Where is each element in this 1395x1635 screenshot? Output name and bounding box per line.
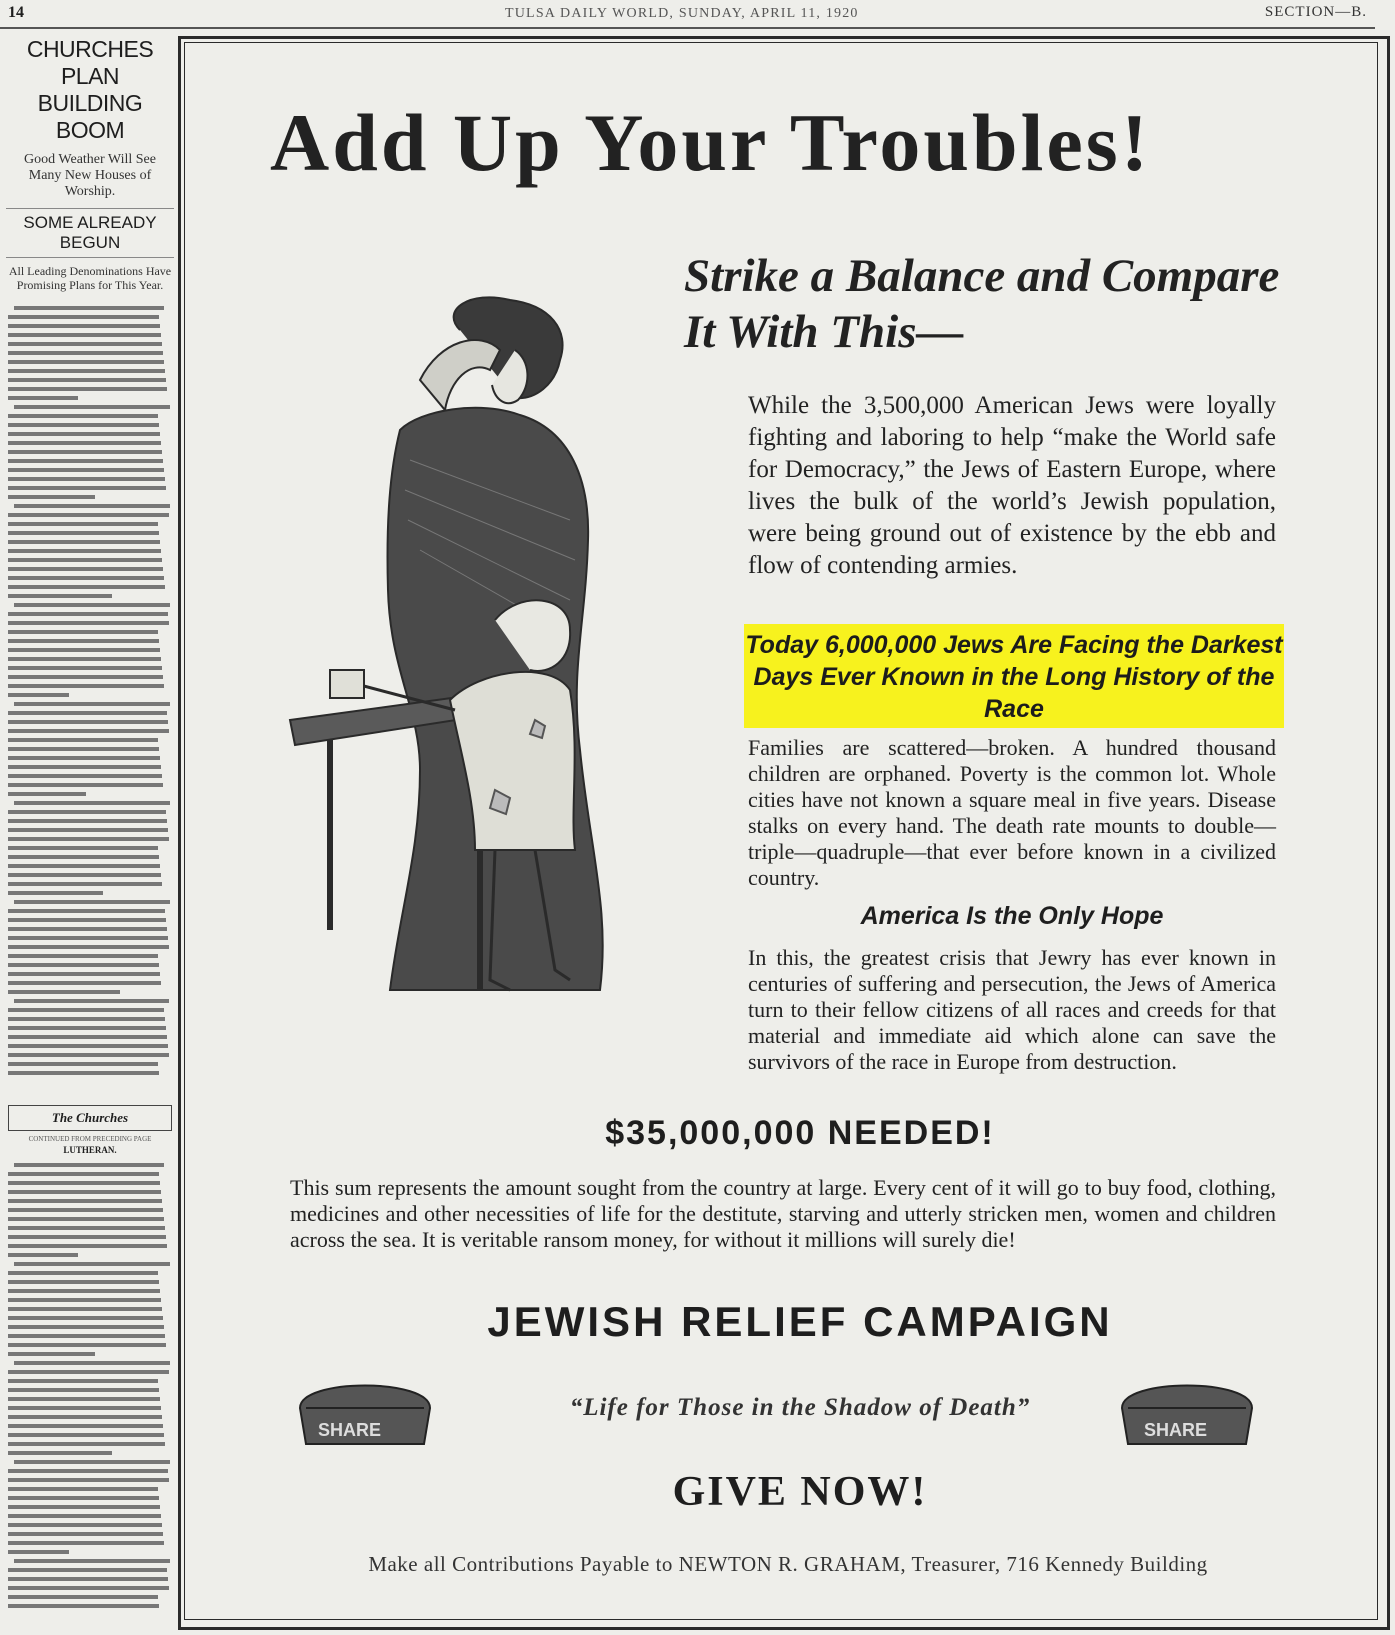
text-line: [14, 1460, 170, 1464]
column-deck: Good Weather Will See Many New Houses of Worship.: [24, 152, 156, 199]
text-line: [8, 1208, 163, 1212]
text-line: [8, 387, 167, 391]
text-line: [8, 1541, 164, 1545]
text-line: [8, 639, 159, 643]
text-line: [8, 1235, 166, 1239]
text-line: [8, 1017, 165, 1021]
text-line: [8, 630, 158, 634]
text-line: [8, 1062, 158, 1066]
text-line: [8, 1397, 160, 1401]
text-line: [14, 702, 170, 706]
text-line: [8, 1442, 165, 1446]
text-line: [8, 423, 159, 427]
churches-box-title: The Churches: [8, 1105, 172, 1131]
text-line: [8, 846, 158, 850]
text-line: [8, 1280, 159, 1284]
text-line: [8, 1604, 159, 1608]
text-line: [8, 1226, 165, 1230]
text-line: [8, 873, 161, 877]
text-line: [8, 981, 161, 985]
illegible-listing-lines: [6, 1159, 170, 1619]
text-line: [8, 729, 169, 733]
text-line: [8, 567, 163, 571]
text-line: [8, 486, 166, 490]
text-line: [8, 666, 162, 670]
masthead-rule: [0, 27, 1375, 29]
text-line: [8, 945, 169, 949]
text-line: [8, 792, 86, 796]
text-line: [8, 1181, 160, 1185]
lutheran-heading: LUTHERAN.: [63, 1145, 117, 1155]
text-line: [8, 1035, 167, 1039]
text-line: [8, 648, 160, 652]
bread-label-right: SHARE: [1144, 1420, 1208, 1440]
text-line: [8, 621, 169, 625]
text-line: [8, 1577, 168, 1581]
text-line: [8, 1253, 78, 1257]
text-line: [8, 1044, 168, 1048]
campaign-name: JEWISH RELIEF CAMPAIGN: [487, 1298, 1113, 1345]
text-line: [8, 1244, 167, 1248]
text-line: [8, 684, 164, 688]
text-line: [8, 1478, 169, 1482]
text-line: [14, 900, 170, 904]
text-line: [8, 1406, 161, 1410]
text-line: [8, 927, 167, 931]
text-line: [8, 540, 160, 544]
text-line: [8, 1325, 164, 1329]
text-line: [14, 1361, 170, 1365]
text-line: [8, 351, 163, 355]
text-line: [8, 1199, 162, 1203]
text-line: [8, 855, 159, 859]
text-line: [8, 936, 168, 940]
column-body-text: [6, 302, 174, 1095]
text-line: [8, 747, 159, 751]
left-news-column: [6, 32, 174, 1632]
section-label: SECTION—B.: [1264, 4, 1367, 20]
text-line: [8, 477, 165, 481]
text-line: [8, 1523, 162, 1527]
text-line: [8, 1271, 158, 1275]
continued-note: CONTINUED FROM PRECEDING PAGE: [28, 1135, 152, 1143]
text-line: [8, 1307, 162, 1311]
dateline: TULSA DAILY WORLD, SUNDAY, APRIL 11, 1920: [505, 6, 859, 21]
text-line: [14, 306, 164, 310]
text-line: [8, 1008, 164, 1012]
text-line: [8, 549, 161, 553]
illegible-body-text-lines: [6, 302, 170, 1092]
text-line: [8, 1568, 167, 1572]
text-line: [8, 819, 167, 823]
text-line: [8, 1451, 112, 1455]
text-line: [8, 531, 159, 535]
text-line: [8, 1532, 163, 1536]
highlighted-statement: Today 6,000,000 Jews Are Facing the Darkest Days Ever Known in the Long History of the Race: [745, 631, 1283, 723]
text-line: [8, 828, 168, 832]
text-line: [8, 1550, 69, 1554]
text-line: [8, 1469, 168, 1473]
text-line: [8, 756, 160, 760]
text-line: [8, 1415, 162, 1419]
text-line: [8, 765, 161, 769]
text-line: [8, 918, 166, 922]
america-hope-heading: America Is the Only Hope: [860, 902, 1164, 930]
text-line: [8, 360, 164, 364]
text-line: [8, 1071, 159, 1075]
page-number: 14: [8, 4, 24, 21]
ad-paragraph-4: This sum represents the amount sought from the country at large. Every cent of it will go to buy food, clothing, medicines and other necessities of life for the destitute, starving and utterly stricken men, women and children across the sea. It is veritable ransom money, for without it millions will surely die!: [290, 1175, 1276, 1252]
text-line: [8, 441, 161, 445]
text-line: [8, 837, 169, 841]
text-line: [8, 432, 160, 436]
text-line: [14, 1163, 164, 1167]
text-line: [14, 405, 170, 409]
text-line: [8, 342, 162, 346]
text-line: [14, 999, 169, 1003]
text-line: [8, 1514, 161, 1518]
text-line: [8, 612, 168, 616]
text-line: [14, 801, 170, 805]
text-line: [8, 720, 168, 724]
text-line: [8, 1388, 159, 1392]
text-line: [8, 1190, 161, 1194]
text-line: [8, 1298, 161, 1302]
ad-paragraph-2: Families are scattered—broken. A hundred thousand children are orphaned. Poverty is the common lot. Whole cities have not known a square meal in five years. Disease stalks on every hand. The death rate mounts to double—triple—quadruple—that ever before known in a civilized country.: [748, 735, 1276, 890]
text-line: [8, 459, 163, 463]
masthead: [0, 0, 1395, 28]
column-headline: CHURCHES PLAN BUILDING BOOM: [26, 36, 154, 143]
text-line: [8, 1487, 158, 1491]
text-line: [8, 585, 165, 589]
text-line: [8, 369, 165, 373]
text-line: [8, 864, 160, 868]
text-line: [8, 576, 164, 580]
text-line: [8, 522, 158, 526]
give-now-heading: GIVE NOW!: [672, 1469, 928, 1515]
text-line: [8, 783, 163, 787]
text-line: [14, 1559, 170, 1563]
text-line: [8, 333, 161, 337]
text-line: [8, 1595, 158, 1599]
text-line: [8, 1289, 160, 1293]
text-line: [8, 963, 159, 967]
text-line: [14, 603, 170, 607]
text-line: [8, 1424, 163, 1428]
ad-headline: Add Up Your Troubles!: [270, 97, 1151, 188]
text-line: [8, 1586, 169, 1590]
text-line: [8, 324, 160, 328]
text-line: [14, 1262, 170, 1266]
church-listings: [6, 1159, 174, 1622]
text-line: [8, 810, 166, 814]
bread-label-left: SHARE: [318, 1420, 382, 1440]
text-line: [8, 1370, 169, 1374]
text-line: [8, 1316, 163, 1320]
text-line: [8, 693, 69, 697]
text-line: [8, 738, 158, 742]
text-line: [8, 1496, 159, 1500]
text-line: [8, 675, 163, 679]
text-line: [8, 954, 158, 958]
ad-paragraph-1: While the 3,500,000 American Jews were loyally fighting and laboring to help “make the World safe for Democracy,” the Jews of Eastern Europe, where lives the bulk of the world’s Jewish population, were being ground out of existence by the ebb and flow of contending armies.: [748, 392, 1276, 579]
text-line: [8, 657, 161, 661]
text-line: [8, 1217, 164, 1221]
text-line: [8, 1026, 166, 1030]
text-line: [8, 882, 162, 886]
needed-amount-heading: $35,000,000 NEEDED!: [605, 1114, 995, 1152]
text-line: [8, 396, 78, 400]
text-line: [8, 909, 165, 913]
text-line: [8, 1053, 169, 1057]
text-line: [8, 315, 159, 319]
text-line: [8, 414, 158, 418]
text-line: [8, 468, 164, 472]
text-line: [8, 972, 160, 976]
text-line: [8, 1433, 164, 1437]
campaign-slogan: “Life for Those in the Shadow of Death”: [569, 1394, 1031, 1421]
text-line: [8, 558, 162, 562]
ad-subhead: Strike a Balance and Compare It With This—: [684, 250, 1280, 358]
text-line: [8, 378, 166, 382]
text-line: [8, 1172, 159, 1176]
text-line: [8, 990, 120, 994]
text-line: [8, 1334, 165, 1338]
contribution-footer: Make all Contributions Payable to NEWTON R. GRAHAM, Treasurer, 716 Kennedy Building: [368, 1552, 1208, 1576]
text-line: [8, 594, 112, 598]
column-deck-secondary: All Leading Denominations Have Promising Plans for This Year.: [8, 264, 172, 292]
text-line: [8, 1352, 95, 1356]
text-line: [8, 1379, 158, 1383]
text-line: [8, 891, 103, 895]
text-line: [8, 513, 169, 517]
ad-paragraph-3: In this, the greatest crisis that Jewry has ever known in centuries of suffering and persecution, the Jews of America turn to their fellow citizens of all races and creeds for that material and immediate aid which alone can save the survivors of the race in Europe from destruction.: [748, 945, 1276, 1074]
text-line: [8, 1505, 160, 1509]
mother-and-child-illustration: [270, 290, 690, 1050]
bread-loaf-icon: [292, 1370, 438, 1452]
text-line: [8, 495, 95, 499]
column-subhead: SOME ALREADY BEGUN: [6, 208, 174, 258]
text-line: [14, 504, 170, 508]
text-line: [8, 774, 162, 778]
text-line: [8, 1343, 166, 1347]
bread-loaf-icon: [1114, 1370, 1260, 1452]
text-line: [8, 711, 167, 715]
text-line: [8, 450, 162, 454]
